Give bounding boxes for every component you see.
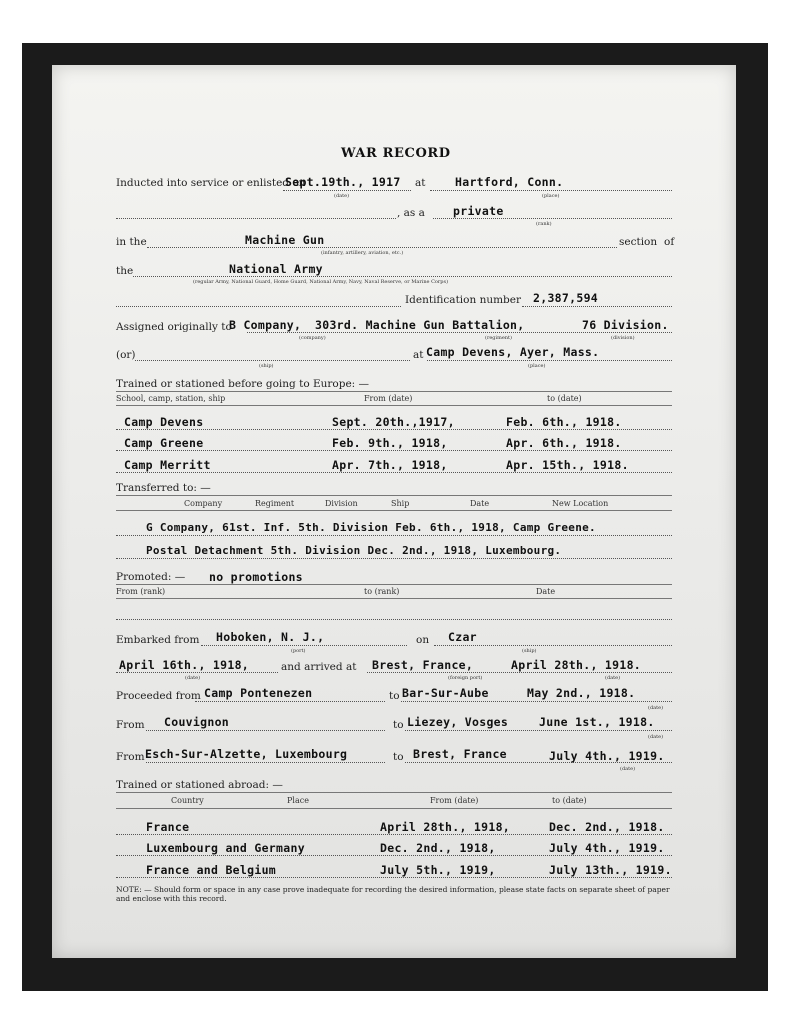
date-caption: (date) (185, 675, 201, 681)
foreign-port-caption: (foreign port) (448, 675, 483, 681)
the-label: the (116, 265, 134, 277)
trained-row-place: Camp Devens (124, 415, 204, 429)
trained-row-to: Feb. 6th., 1918. (506, 415, 622, 429)
transfer-row: Postal Detachment 5th. Division Dec. 2nd., 1918, Luxembourg. (146, 544, 562, 557)
date-caption: (date) (605, 675, 621, 681)
trained-row-to: Apr. 6th., 1918. (506, 436, 622, 450)
port-caption: (port) (291, 648, 306, 654)
transfer-row: G Company, 61st. Inf. 5th. Division Feb. 6th., 1918, Camp Greene. (146, 521, 596, 534)
identification-label: Identification number (405, 294, 522, 306)
move-to: Brest, France (413, 747, 507, 761)
move-from: Camp Pontenezen (204, 686, 313, 700)
assigned-label: Assigned originally to (116, 321, 232, 333)
inducted-label: Inducted into service or enlisted on (116, 177, 306, 189)
to-label: to (393, 719, 404, 731)
promoted-header-from: From (rank) (116, 587, 166, 596)
move-date: May 2nd., 1918. (527, 686, 636, 700)
abroad-row-to: July 4th., 1919. (549, 841, 665, 855)
abroad-row-from: April 28th., 1918, (380, 820, 511, 834)
of-label: of (664, 236, 675, 248)
promoted-label: Promoted: — (116, 571, 186, 583)
company-caption: (company) (299, 335, 326, 341)
abroad-row-from: Dec. 2nd., 1918, (380, 841, 496, 855)
branch-caption: (infantry, artillery, aviation, etc.) (321, 250, 404, 256)
trained-abroad-label: Trained or stationed abroad: — (116, 779, 283, 791)
at-label: at (415, 177, 426, 189)
abroad-row-to: July 13th., 1919. (549, 863, 672, 877)
regiment-caption: (regiment) (485, 335, 512, 341)
abroad-header-country: Country (171, 796, 204, 805)
move-date: July 4th., 1919. (549, 749, 665, 763)
abroad-header-to: to (date) (552, 796, 587, 805)
assigned-place: Camp Devens, Ayer, Mass. (426, 345, 600, 359)
branch-value: Machine Gun (245, 233, 325, 247)
transfer-header-regiment: Regiment (255, 499, 295, 508)
trained-row-from: Apr. 7th., 1918, (332, 458, 448, 472)
from-label: From (116, 719, 145, 731)
transfer-header-company: Company (184, 499, 223, 508)
date-caption: (date) (648, 734, 664, 740)
assigned-division: 76 Division. (582, 318, 669, 332)
abroad-row-to: Dec. 2nd., 1918. (549, 820, 665, 834)
abroad-row-country: Luxembourg and Germany (146, 841, 305, 855)
transfer-header-date: Date (470, 499, 490, 508)
from-label: From (116, 751, 145, 763)
embarked-label: Embarked from (116, 634, 200, 646)
ship-caption: (ship) (259, 363, 274, 369)
place-caption: (place) (542, 193, 560, 199)
embark-date: April 16th., 1918, (119, 658, 250, 672)
promotion-value: no promotions (209, 570, 303, 584)
date-caption: (date) (620, 766, 636, 772)
to-label: to (393, 751, 404, 763)
transferred-label: Transferred to: — (116, 482, 211, 494)
embark-ship: Czar (448, 630, 477, 644)
place-caption-2: (place) (528, 363, 546, 369)
abroad-header-from: From (date) (430, 796, 479, 805)
transfer-header-division: Division (325, 499, 358, 508)
or-label: (or) (116, 349, 136, 361)
abroad-header-place: Place (287, 796, 309, 805)
trained-row-to: Apr. 15th., 1918. (506, 458, 629, 472)
on-label: on (416, 634, 430, 646)
trained-header-place: School, camp, station, ship (116, 394, 226, 403)
move-date: June 1st., 1918. (539, 715, 655, 729)
abroad-row-from: July 5th., 1919, (380, 863, 496, 877)
trained-row-from: Sept. 20th.,1917, (332, 415, 455, 429)
move-to: Liezey, Vosges (407, 715, 509, 729)
arrived-label: and arrived at (281, 661, 357, 673)
date-caption: (date) (334, 193, 350, 199)
induction-place: Hartford, Conn. (455, 175, 564, 189)
transfer-header-location: New Location (552, 499, 609, 508)
arrival-port: Brest, France, (372, 658, 474, 672)
as-a-label: , as a (397, 207, 425, 219)
proceeded-label: Proceeded from (116, 690, 201, 702)
assigned-company: B Company, (229, 318, 302, 332)
form-title: WAR RECORD (341, 146, 451, 161)
abroad-row-country: France and Belgium (146, 863, 277, 877)
move-to: Bar-Sur-Aube (402, 686, 489, 700)
service-caption: (regular Army, National Guard, Home Guard, National Army, Navy, Naval Reserve, or Marine Corps) (193, 279, 449, 285)
trained-before-label: Trained or stationed before going to Europe: — (116, 378, 370, 390)
trained-row-from: Feb. 9th., 1918, (332, 436, 448, 450)
trained-row-place: Camp Merritt (124, 458, 211, 472)
ship-caption-2: (ship) (522, 648, 537, 654)
trained-header-from: From (date) (364, 394, 413, 403)
to-label: to (389, 690, 400, 702)
assigned-regiment: 303rd. Machine Gun Battalion, (315, 318, 525, 332)
identification-number: 2,387,594 (533, 291, 599, 305)
division-caption: (division) (611, 335, 635, 341)
section-label: section (619, 236, 658, 248)
rank-value: private (453, 204, 504, 218)
embark-port: Hoboken, N. J., (216, 630, 325, 644)
rank-caption: (rank) (536, 221, 552, 227)
promoted-header-date: Date (536, 587, 556, 596)
trained-row-place: Camp Greene (124, 436, 204, 450)
induction-date: Sept.19th., 1917 (285, 175, 401, 189)
move-from: Esch-Sur-Alzette, Luxembourg (145, 747, 348, 761)
service-value: National Army (229, 262, 323, 276)
form-note: NOTE: — Should form or space in any case prove inadequate for recording the desired information, please state facts on separate sheet of paper and enclose with this record. (116, 885, 670, 903)
move-from: Couvignon (164, 715, 230, 729)
promoted-header-to: to (rank) (364, 587, 400, 596)
at2-label: at (413, 349, 424, 361)
date-caption: (date) (648, 705, 664, 711)
in-the-label: in the (116, 236, 147, 248)
abroad-row-country: France (146, 820, 190, 834)
arrival-date: April 28th., 1918. (511, 658, 642, 672)
transfer-header-ship: Ship (391, 499, 410, 508)
trained-header-to: to (date) (547, 394, 582, 403)
